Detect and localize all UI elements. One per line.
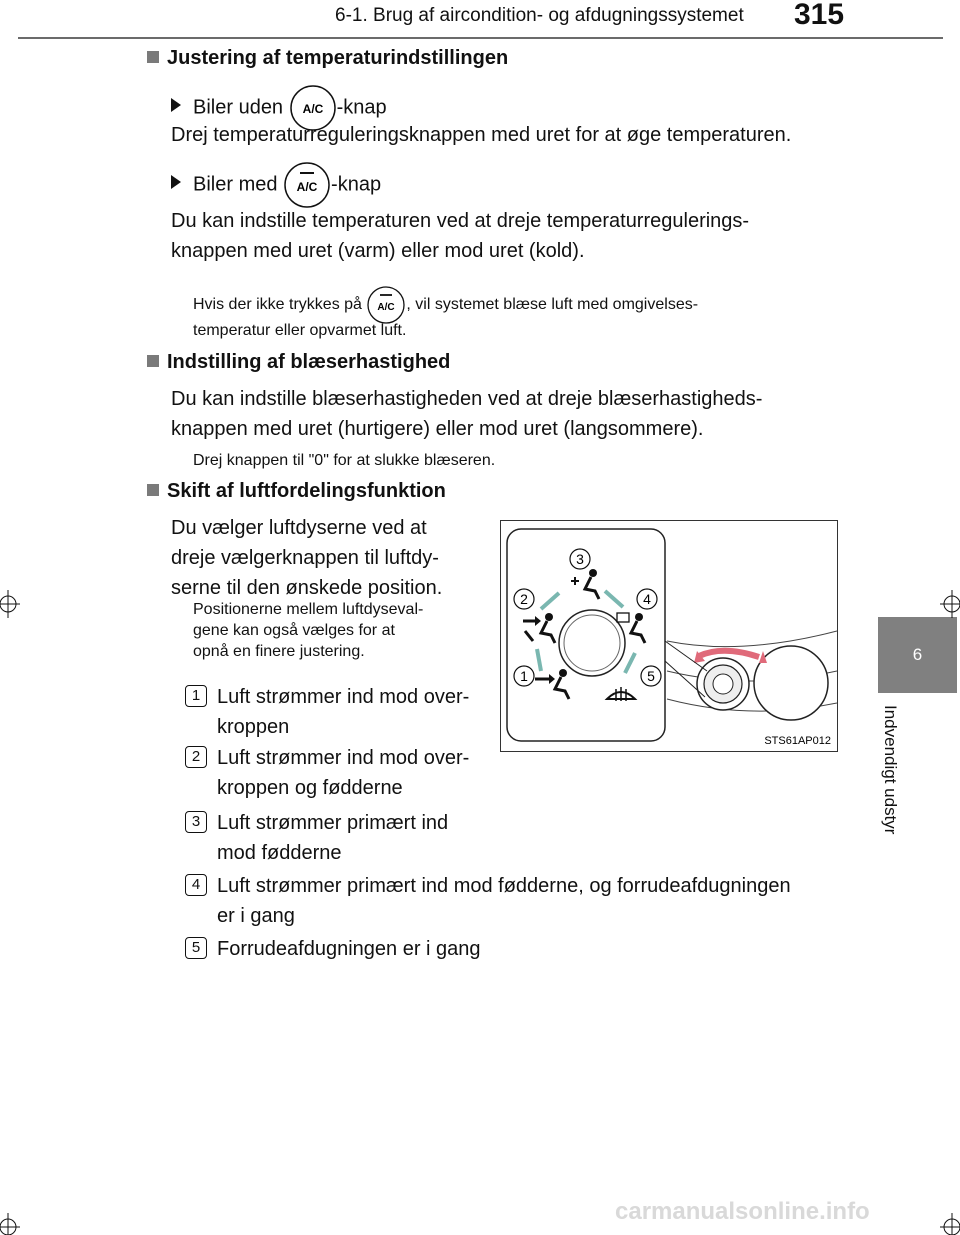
variant-with-ac: Biler med A/C -knap: [171, 161, 381, 209]
airflow-text-3: serne til den ønskede position.: [171, 577, 443, 599]
item-2-line2: kroppen og fødderne: [217, 777, 403, 799]
header-title: 6-1. Brug af aircondition- og afdugningssystemet: [335, 5, 744, 26]
item-4-line1: Luft strømmer primært ind mod fødderne, og forrudeafdugningen: [217, 875, 791, 897]
item-number-1: 1: [185, 685, 207, 707]
airflow-text-2: dreje vælgerknappen til luftdy-: [171, 547, 439, 569]
section-heading-airflow: Skift af luftfordelingsfunktion: [147, 480, 446, 503]
airflow-note-2: gene kan også vælges for at: [193, 622, 395, 639]
item-3-line2: mod fødderne: [217, 842, 342, 864]
svg-text:3: 3: [576, 551, 584, 567]
text-without-ac: Drej temperaturreguleringsknappen med uret for at øge temperaturen.: [171, 124, 792, 146]
item-5-line1: Forrudeafdugningen er i gang: [217, 938, 481, 960]
note-ac-line2: temperatur eller opvarmet luft.: [193, 322, 407, 339]
item-4-line2: er i gang: [217, 905, 295, 927]
svg-text:2: 2: [520, 591, 528, 607]
note-ac: Hvis der ikke trykkes på A/C , vil systemet blæse luft med omgivelses-: [193, 285, 698, 325]
page-number: 315: [794, 0, 845, 31]
watermark: carmanualsonline.info: [615, 1198, 870, 1225]
svg-text:A/C: A/C: [377, 302, 396, 313]
svg-text:1: 1: [520, 668, 528, 684]
item-1-line1: Luft strømmer ind mod over-: [217, 686, 470, 708]
svg-text:A/C: A/C: [296, 180, 318, 194]
item-number-2: 2: [185, 746, 207, 768]
item-number-4: 4: [185, 874, 207, 896]
section-heading-temp: Justering af temperaturindstillingen: [147, 47, 508, 70]
item-number-5: 5: [185, 937, 207, 959]
fan-text-1: Du kan indstille blæserhastigheden ved at dreje blæserhastigheds-: [171, 388, 763, 410]
fan-text-2: knappen med uret (hurtigere) eller mod uret (langsommere).: [171, 418, 704, 440]
svg-text:5: 5: [647, 668, 655, 684]
fan-note: Drej knappen til "0" for at slukke blæseren.: [193, 452, 496, 469]
section-heading-fan: Indstilling af blæserhastighed: [147, 351, 450, 374]
item-1-line2: kroppen: [217, 716, 290, 738]
airflow-note-1: Positionerne mellem luftdyseval-: [193, 601, 424, 618]
item-3-line1: Luft strømmer primært ind: [217, 812, 449, 834]
figure-code: STS61AP012: [764, 735, 831, 747]
text-with-ac-1: Du kan indstille temperaturen ved at dreje temperaturregulerings-: [171, 210, 750, 232]
item-number-3: 3: [185, 811, 207, 833]
svg-text:4: 4: [643, 591, 651, 607]
item-2-line1: Luft strømmer ind mod over-: [217, 747, 470, 769]
variant-without-ac: Biler uden A/C -knap: [171, 84, 387, 132]
airflow-text-1: Du vælger luftdyserne ved at: [171, 517, 427, 539]
airflow-note-3: opnå en finere justering.: [193, 643, 365, 660]
chapter-number: 6: [912, 645, 923, 664]
text-with-ac-2: knappen med uret (varm) eller mod uret (kold).: [171, 240, 585, 262]
svg-text:A/C: A/C: [302, 102, 323, 116]
